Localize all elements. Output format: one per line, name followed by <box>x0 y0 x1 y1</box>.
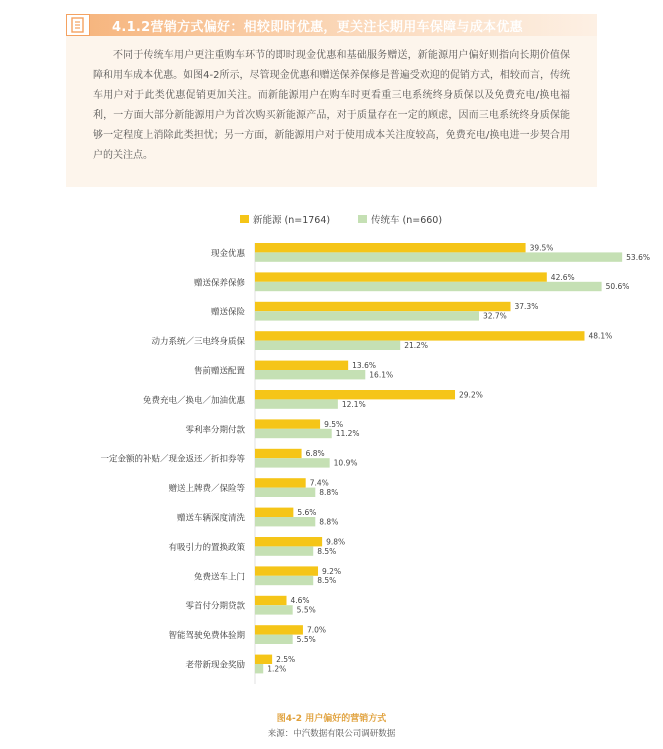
data-label-nev: 9.5% <box>324 419 344 429</box>
data-label-nev: 4.6% <box>290 596 310 606</box>
bar-nev <box>255 419 320 428</box>
figure-caption: 图4-2 用户偏好的营销方式 <box>276 714 387 724</box>
section-title: 4.1.2营销方式偏好：相较即时优惠，更关注长期用车保障与成本优惠 <box>112 20 523 35</box>
category-label: 赠送上牌费／保险等 <box>168 484 245 495</box>
data-label-ice: 12.1% <box>341 399 366 409</box>
data-label-ice: 21.2% <box>404 341 429 350</box>
data-label-nev: 7.4% <box>309 478 329 488</box>
data-label-nev: 7.0% <box>306 625 327 635</box>
bar-nev <box>255 449 302 458</box>
data-label-nev: 9.2% <box>322 566 342 576</box>
bar-nev <box>255 508 293 517</box>
data-label-ice: 8.5% <box>317 546 337 556</box>
bar-ice <box>255 576 313 585</box>
bar-nev <box>255 390 455 399</box>
section-header <box>66 14 597 36</box>
bar-ice <box>255 664 263 673</box>
category-label: 智能驾驶免费体验期 <box>168 631 245 642</box>
data-label-ice: 8.8% <box>319 488 339 497</box>
data-label-ice: 5.5% <box>296 635 316 644</box>
figure-source: 来源：中汽数据有限公司调研数据 <box>267 729 396 739</box>
category-label: 售前赠送配置 <box>193 366 245 377</box>
category-label: 现金优惠 <box>210 248 245 259</box>
intro-paragraph: 不同于传统车用户更注重购车环节的即时现金优惠和基础服务赠送，新能源用户偏好则指向长期价值保障和用车成本优惠。如图4-2所示，尽管现金优惠和赠送保养保修是普遍受欢迎的促销方式，相较而言，传统车用户对于此类优惠促销更加关注。而新能源用户在购车时更看重三电系统终身质保以及免费充电/换电福利，一方面大部分新能源用户为首次购买新能源产品，对于质量存在一定的顾虑，因而三电系统终身质保能够一定程度上消除此类担忧；另一方面，新能源用户对于使用成本关注度较高，免费充电/换电进一步契合用户的关注点。 <box>93 50 570 161</box>
data-label-ice: 1.2% <box>267 664 287 674</box>
data-label-nev: 42.6% <box>550 272 575 282</box>
bar-ice <box>255 635 293 644</box>
bar-nev <box>255 566 318 575</box>
bar-ice <box>255 311 479 320</box>
document-icon <box>66 14 90 36</box>
data-label-nev: 48.1% <box>588 331 613 341</box>
bar-nev <box>255 361 348 370</box>
data-label-nev: 5.6% <box>297 508 317 517</box>
data-label-nev: 6.8% <box>305 449 325 459</box>
data-label-nev: 13.6% <box>352 361 376 370</box>
bar-ice <box>255 605 293 614</box>
data-label-nev: 37.3% <box>514 302 539 312</box>
bar-ice <box>255 341 400 350</box>
bar-ice <box>255 399 338 408</box>
data-label-ice: 5.5% <box>296 605 316 615</box>
bar-nev <box>255 596 287 605</box>
bar-nev <box>255 537 322 546</box>
data-label-ice: 10.9% <box>333 458 358 468</box>
bar-nev <box>255 302 511 311</box>
data-label-nev: 29.2% <box>459 390 483 400</box>
category-label: 老带新现金奖励 <box>185 660 245 671</box>
bar-ice <box>255 282 602 291</box>
data-label-nev: 9.8% <box>326 537 346 547</box>
bar-ice <box>255 252 622 261</box>
data-label-nev: 39.5% <box>529 243 554 253</box>
data-label-ice: 32.7% <box>482 311 507 321</box>
bar-nev <box>255 243 526 252</box>
bar-nev <box>255 478 306 487</box>
bar-chart <box>0 205 663 705</box>
category-label: 有吸引力的置换政策 <box>168 542 245 553</box>
bar-nev <box>255 331 584 340</box>
data-label-ice: 8.8% <box>319 517 339 527</box>
bar-ice <box>255 517 315 526</box>
bar-nev <box>255 655 272 664</box>
bar-ice <box>255 488 315 497</box>
bar-nev <box>255 625 303 634</box>
legend-swatch-1 <box>358 215 367 223</box>
legend-label-1: 传统车 (n=660) <box>371 215 443 226</box>
legend-swatch-0 <box>240 215 249 223</box>
bar-ice <box>255 429 332 438</box>
bar-ice <box>255 546 313 555</box>
data-label-ice: 53.6% <box>626 252 650 262</box>
legend-label-0: 新能源 (n=1764) <box>253 215 331 226</box>
intro-box <box>66 36 597 187</box>
data-label-ice: 16.1% <box>369 370 394 380</box>
category-label: 一定金额的补贴／现金返还／折扣券等 <box>100 454 245 465</box>
bar-ice <box>255 370 365 379</box>
category-label: 零利率分期付款 <box>185 425 245 436</box>
data-label-ice: 11.2% <box>335 429 360 439</box>
data-label-nev: 2.5% <box>276 655 296 664</box>
category-label: 免费送车上门 <box>193 572 245 583</box>
category-label: 免费充电／换电／加油优惠 <box>142 395 245 406</box>
bar-ice <box>255 458 330 467</box>
category-label: 零首付分期贷款 <box>185 601 245 612</box>
category-label: 赠送保险 <box>210 307 245 318</box>
category-label: 赠送保养保修 <box>193 278 245 289</box>
category-label: 赠送车辆深度清洗 <box>176 513 245 524</box>
data-label-ice: 50.6% <box>605 282 630 292</box>
category-label: 动力系统／三电终身质保 <box>151 337 245 348</box>
bar-nev <box>255 272 547 281</box>
data-label-ice: 8.5% <box>317 576 337 586</box>
